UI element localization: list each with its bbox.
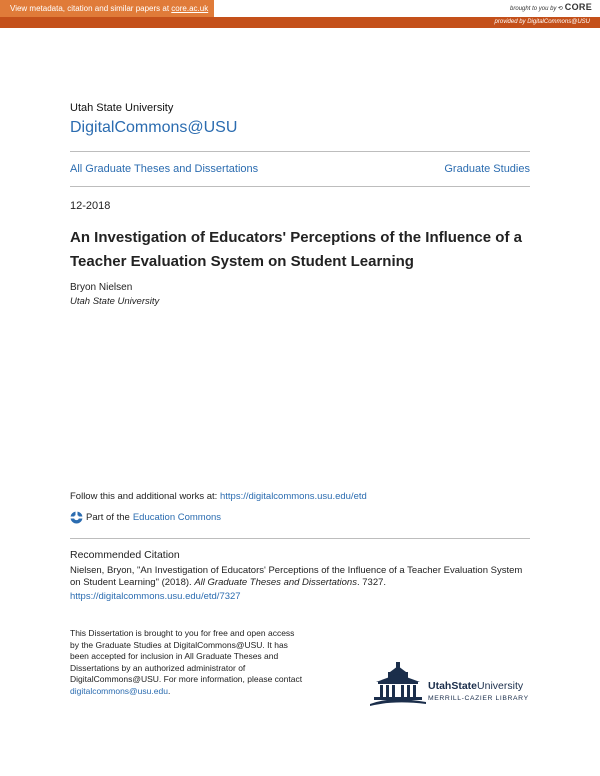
- citation-series: All Graduate Theses and Dissertations: [194, 577, 357, 588]
- education-commons-link[interactable]: Education Commons: [132, 512, 222, 523]
- repository-link[interactable]: DigitalCommons@USU: [70, 119, 238, 136]
- citation-text: [70, 565, 530, 589]
- logo-library-name: MERRILL-CAZIER LIBRARY: [428, 695, 529, 702]
- access-notice: [70, 628, 305, 697]
- citation-end: . 7327.: [356, 577, 387, 588]
- collection-link[interactable]: All Graduate Theses and Dissertations: [70, 163, 259, 175]
- notice-text: This Dissertation is brought to you for free and open access by the Graduate Studies at DigitalCommons@USU. It has been accepted for inclusion in All Graduate Theses and Dissertations by an authorized administrator of DigitalCommons@USU. For more information, please contact: [70, 628, 303, 684]
- notice-end: .: [167, 685, 171, 696]
- svg-text:UtahStateUniversity: [428, 680, 524, 692]
- divider-bottom: [70, 186, 530, 187]
- commons-network-icon: [70, 511, 83, 524]
- follow-url[interactable]: https://digitalcommons.usu.edu/etd: [219, 491, 367, 502]
- core-brand-box[interactable]: [510, 2, 592, 12]
- core-banner-text: View metadata, citation and similar papers at: [10, 4, 170, 13]
- core-logo-icon: ⟲: [558, 6, 564, 12]
- author-name: Bryon Nielsen: [70, 282, 133, 293]
- divider-top: [70, 151, 530, 152]
- provided-by-bar: [0, 17, 600, 28]
- core-banner-text-wrap: [0, 0, 214, 17]
- citation-url[interactable]: https://digitalcommons.usu.edu/etd/7327: [70, 591, 241, 602]
- logo-bold: UtahState: [428, 680, 478, 692]
- publication-date: 12-2018: [70, 200, 111, 212]
- provided-by-text[interactable]: provided by DigitalCommons@USU: [494, 19, 590, 25]
- core-brand: CORE: [564, 2, 592, 12]
- recommended-citation-heading: Recommended Citation: [70, 549, 180, 561]
- author-institution: Utah State University: [70, 296, 160, 307]
- follow-label: Follow this and additional works at:: [70, 491, 218, 502]
- contact-email[interactable]: digitalcommons@usu.edu: [70, 685, 168, 696]
- follow-line: [70, 491, 367, 502]
- paper-title: An Investigation of Educators' Perceptions of the Influence of a Teacher Evaluation System on Student Learning: [70, 229, 522, 270]
- part-of-line: [70, 511, 221, 524]
- core-link[interactable]: core.ac.uk: [171, 4, 209, 13]
- part-of-label: Part of the: [86, 512, 130, 523]
- citation-plain: Nielsen, Bryon, "An Investigation of Educators' Perceptions of the Influence of a Teacher Evaluation System on Student Learning" (2018).: [70, 565, 523, 588]
- university-name: Utah State University: [70, 102, 174, 114]
- library-building-icon: [370, 658, 535, 708]
- core-brought-text: brought to you by: [510, 6, 557, 12]
- logo-regular: University: [477, 680, 524, 692]
- core-banner: [0, 0, 600, 17]
- divider-citation: [70, 538, 530, 539]
- usu-library-logo: [370, 658, 535, 708]
- parent-collection-link[interactable]: Graduate Studies: [444, 163, 530, 175]
